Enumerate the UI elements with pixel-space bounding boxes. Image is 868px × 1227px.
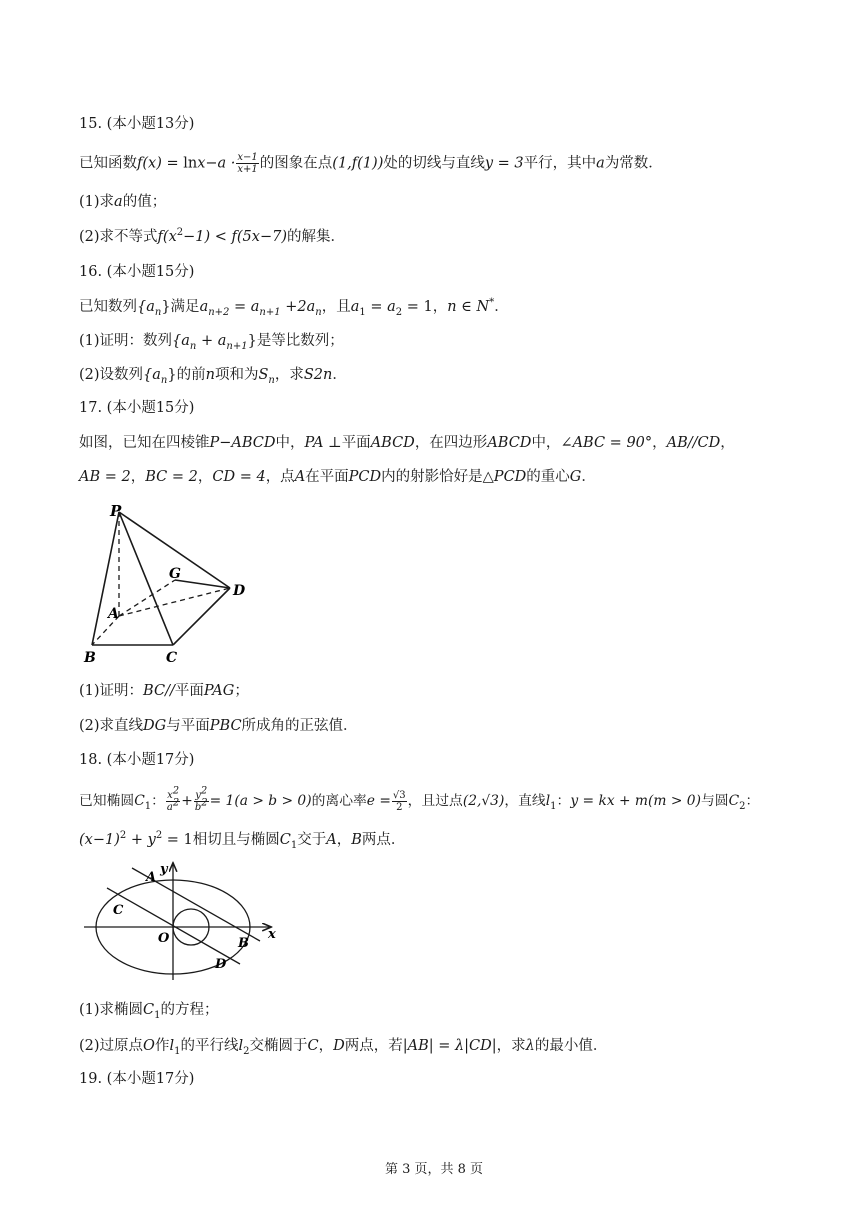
- q18-part2: (2)过原点O作$l_1$的平行线$l_2$交椭圆于C，D两点，若|AB| = λ|CD|，求λ的最小值．: [79, 1038, 608, 1057]
- pyramid-figure: [80, 498, 260, 670]
- label-O: O: [158, 931, 170, 946]
- label-B: B: [238, 936, 249, 951]
- label-x: x: [268, 927, 276, 942]
- q15-part1: (1)求a的值；: [79, 194, 167, 210]
- segment-AG: [119, 580, 175, 616]
- q16-part2: (2)设数列$\{a_n\}$的前n项和为$S_n$，求S2n．: [79, 367, 347, 386]
- label-y: y: [160, 862, 168, 877]
- q16-part1: (1)证明：数列$\{a_n + a_{n+1}\}$是等比数列；: [79, 333, 344, 352]
- q15-part2: (2)求不等式$f(x^2-1) < f(5x-7)$的解集．: [79, 227, 345, 245]
- label-C: C: [166, 650, 178, 666]
- label-B: B: [84, 650, 96, 666]
- label-A: A: [146, 870, 157, 885]
- q17-line1: 如图，已知在四棱锥P−ABCD中，PA ⊥平面ABCD，在四边形ABCD中，∠ABC = 90°，AB//CD，: [79, 435, 735, 451]
- segment-GD: [175, 580, 230, 588]
- q17-part2: (2)求直线DG与平面PBC所成角的正弦值．: [79, 718, 358, 734]
- q18-header: 18. (本小题17分): [79, 752, 195, 768]
- label-D: D: [215, 957, 227, 972]
- page-footer: 第 3 页，共 8 页: [384, 1162, 484, 1177]
- q15-statement: 已知函数f(x) = lnx−a · $\frac{x-1}{x+1}$ 的图象在点(1,f(1))处的切线与直线y = 3平行，其中a为常数．: [79, 152, 663, 175]
- label-A: A: [108, 606, 119, 622]
- q17-header: 17. (本小题15分): [79, 400, 195, 416]
- q19-header: 19. (本小题17分): [79, 1071, 195, 1087]
- q15-fraction: $\frac{x-1}{x+1}$: [237, 152, 258, 175]
- q17-part1: (1)证明：BC//平面PAG；: [79, 683, 249, 699]
- q17-line2: AB = 2，BC = 2，CD = 4，点A在平面PCD内的射影恰好是△PCD的重心G．: [79, 469, 596, 485]
- ellipse-figure: [82, 858, 282, 986]
- edge-CD: [173, 588, 230, 645]
- q18-line1: 已知椭圆$C_1$： $\frac{x^2}{a^2}$ + $\frac{y^2}{b^2}$ = 1(a > b > 0)的离心率e = $\frac{√3}{2}$ ，且过点(2,√3)，直线$l_1$：y = kx + m(m > 0)与圆$C_2$：: [79, 785, 760, 813]
- q15-header: 15. (本小题13分): [79, 116, 195, 132]
- label-P: P: [110, 502, 122, 520]
- label-D: D: [233, 583, 246, 599]
- q16-statement: 已知数列$\{a_n\}$满足$a_{n+2} = a_{n+1} +2a_n$，且$a_1 = a_2 = 1$，n ∈ N*．: [79, 297, 509, 318]
- edge-PB: [92, 512, 119, 645]
- edge-AD: [119, 588, 230, 616]
- q18-line2: $(x-1)^2 + y^2 = 1$相切且与椭圆$C_1$交于A，B两点．: [79, 830, 406, 851]
- q18-part1: (1)求椭圆$C_1$的方程；: [79, 1002, 219, 1021]
- label-G: G: [169, 566, 181, 582]
- q16-header: 16. (本小题15分): [79, 264, 195, 280]
- edge-PC: [119, 512, 173, 645]
- label-C: C: [113, 903, 124, 918]
